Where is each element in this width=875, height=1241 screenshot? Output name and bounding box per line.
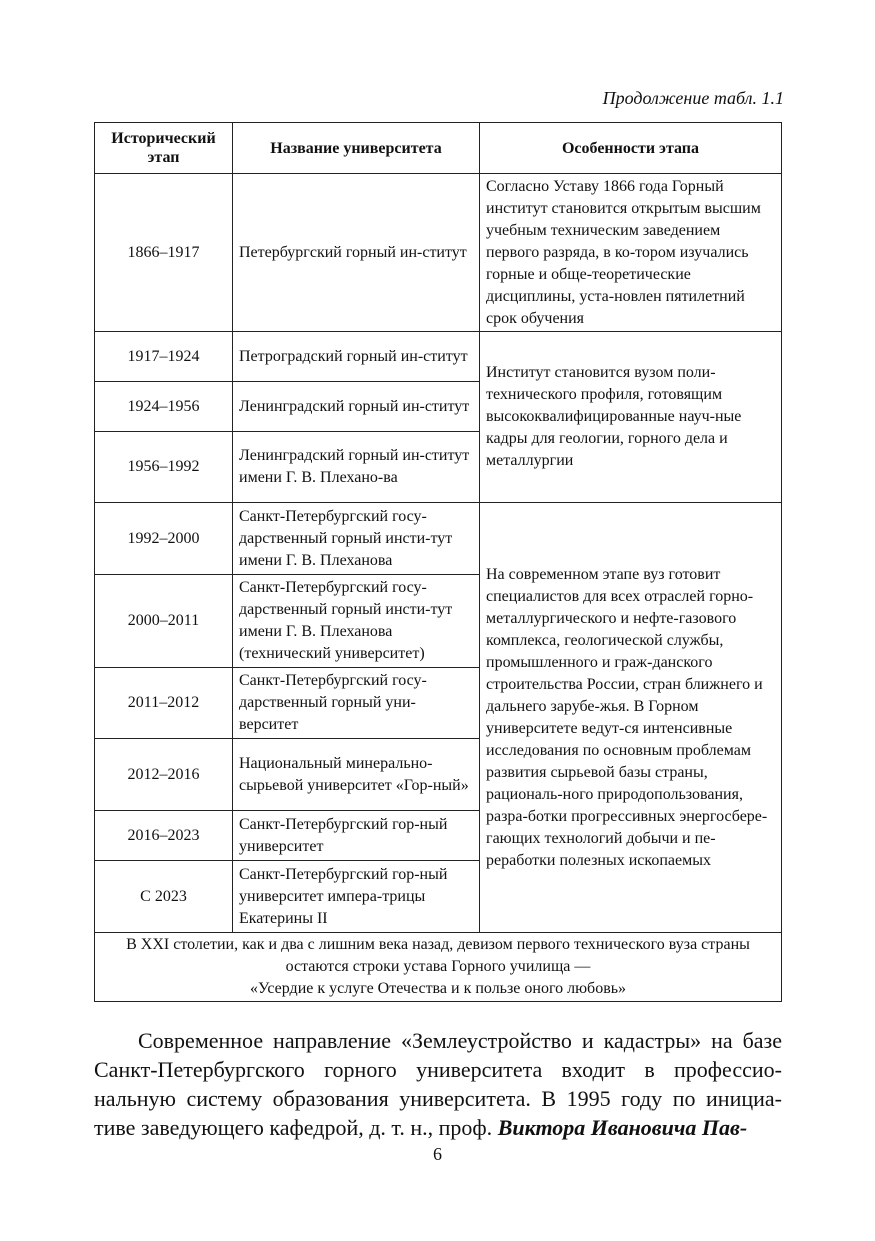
name-cell: Санкт-Петербургский госу-дарственный горный уни-верситет — [233, 668, 480, 739]
stage-cell: 1866–1917 — [95, 174, 233, 332]
name-cell: Ленинградский горный ин-ститут имени Г. В. Плехано-ва — [233, 432, 480, 503]
table-row — [95, 503, 782, 575]
motto-row — [95, 933, 782, 1002]
name-cell: Национальный минерально-сырьевой университет «Гор-ный» — [233, 739, 480, 811]
header-name: Название университета — [233, 123, 480, 174]
motto-quote: «Усердие к услуге Отечества и к пользе оного любовь» — [249, 980, 627, 997]
body-paragraph — [94, 1026, 782, 1142]
features-cell: На современном этапе вуз готовит специалистов для всех отраслей горно-металлургического и нефте-газового комплекса, геологической службы, промышленного и граж-данского строительства России, стран ближнего и дальнего зарубе-жья. В Горном университете ведут-ся интенсивные исследования по основным проблемам развития сырьевой базы страны, рациональ-ного природопользования, разра-ботки прогрессивных энергосбере-гающих технологий добычи и пе-реработки полезных ископаемых — [480, 503, 782, 933]
name-cell: Петербургский горный ин-ститут — [233, 174, 480, 332]
features-cell: Институт становится вузом поли-технического профиля, готовящим высококвалифицированные науч-ные кадры для геологии, горного дела и металлургии — [480, 332, 782, 503]
table-row — [95, 332, 782, 382]
table-row — [95, 174, 782, 332]
name-cell: Санкт-Петербургский гор-ный университет импера-трицы Екатерины II — [233, 861, 480, 933]
stage-cell: 1992–2000 — [95, 503, 233, 575]
header-features: Особенности этапа — [480, 123, 782, 174]
stage-cell: 2000–2011 — [95, 575, 233, 668]
stage-cell: 2011–2012 — [95, 668, 233, 739]
stage-cell: 2012–2016 — [95, 739, 233, 811]
paragraph-text: Современное направление «Землеустройство и кадастры» на базе Санкт-Петербургского горного университета входит в профессио-нальную систему образования университета. В 1995 году по инициа-тиве заведующего кафедрой, д. т. н., проф. — [94, 1028, 782, 1140]
stage-cell: С 2023 — [95, 861, 233, 933]
features-cell: Согласно Уставу 1866 года Горный институт становится открытым высшим учебным техническим заведением первого разряда, в ко-тором изучались горные и обще-теоретические дисциплины, уста-новлен пятилетний срок обучения — [480, 174, 782, 332]
table-header-row — [95, 123, 782, 174]
name-cell: Санкт-Петербургский госу-дарственный горный инсти-тут имени Г. В. Плеханова — [233, 503, 480, 575]
stage-cell: 2016–2023 — [95, 811, 233, 861]
stage-cell: 1924–1956 — [95, 382, 233, 432]
name-cell: Санкт-Петербургский гор-ный университет — [233, 811, 480, 861]
motto-cell — [95, 933, 782, 1002]
stage-cell: 1917–1924 — [95, 332, 233, 382]
header-stage: Исторический этап — [95, 123, 233, 174]
stage-cell: 1956–1992 — [95, 432, 233, 503]
person-name: Виктора Ивановича Пав- — [497, 1115, 748, 1140]
name-cell: Санкт-Петербургский госу-дарственный горный инсти-тут имени Г. В. Плеханова (технический университет) — [233, 575, 480, 668]
table-caption: Продолжение табл. 1.1 — [602, 88, 784, 108]
name-cell: Ленинградский горный ин-ститут — [233, 382, 480, 432]
name-cell: Петроградский горный ин-ститут — [233, 332, 480, 382]
history-table — [94, 122, 782, 1002]
page-number: 6 — [433, 1144, 442, 1164]
motto-intro: В XXI столетии, как и два с лишним века назад, девизом первого технического вуза страны остаются строки устава Горного училища — — [126, 936, 750, 975]
